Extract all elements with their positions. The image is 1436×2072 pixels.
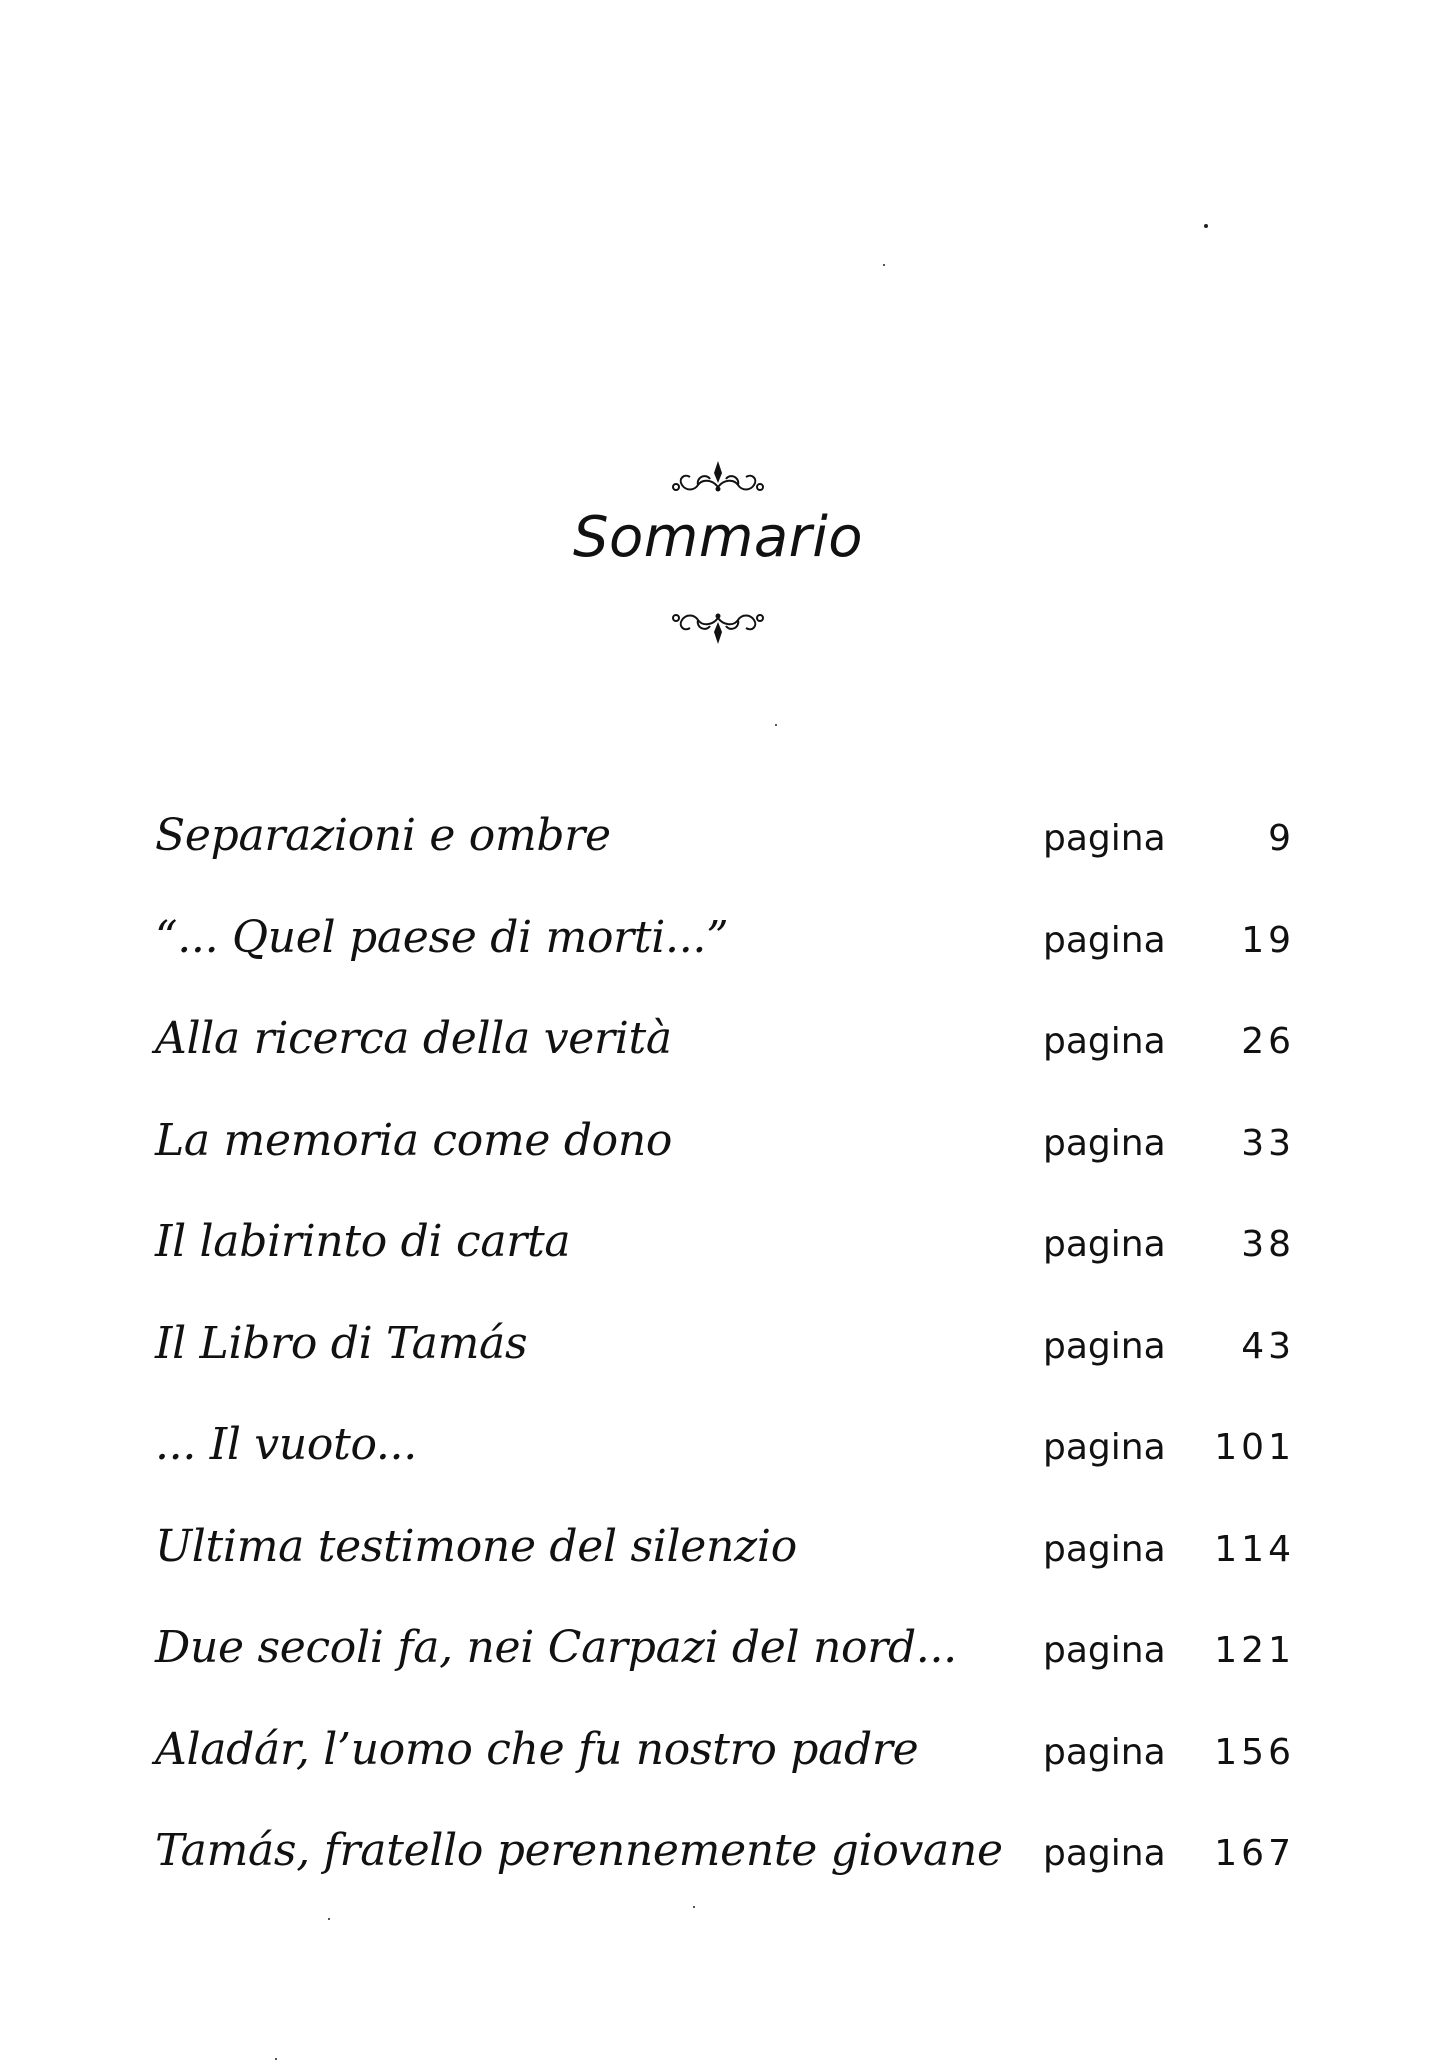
toc-page-number: 9 — [1268, 818, 1295, 859]
toc-page-number: 114 — [1214, 1528, 1295, 1570]
toc-page-label: pagina — [1043, 1224, 1166, 1265]
toc-entry-title: Il Libro di Tamás — [155, 1317, 528, 1369]
toc-page-label: pagina — [1043, 1427, 1166, 1468]
toc-page-label: pagina — [1043, 1325, 1166, 1367]
toc-entry-title: La memoria come dono — [155, 1114, 673, 1166]
toc-entry — [155, 1825, 1295, 1927]
toc-entry-title: ... Il vuoto... — [155, 1419, 417, 1470]
toc-entry — [155, 1521, 1295, 1623]
toc-page-label: pagina — [1043, 1833, 1166, 1874]
toc-page-label: pagina — [1043, 1122, 1166, 1164]
toc-page-number: 167 — [1214, 1833, 1295, 1874]
ink-speck — [883, 264, 885, 266]
toc-entry — [155, 1115, 1295, 1217]
bottom-flourish-ornament — [668, 608, 768, 648]
toc-entry-title: Tamás, fratello perennemente giovane — [155, 1825, 1003, 1876]
ink-speck — [275, 2058, 277, 2060]
toc-entry-title: Il labirinto di carta — [155, 1216, 571, 1267]
toc-page-number: 38 — [1241, 1224, 1295, 1265]
toc-entry — [155, 1318, 1295, 1420]
toc-entry — [155, 1419, 1295, 1521]
toc-entry — [155, 1622, 1295, 1724]
toc-entry — [155, 1013, 1295, 1115]
toc-page-number: 43 — [1241, 1325, 1295, 1367]
toc-entry — [155, 810, 1295, 912]
table-of-contents — [155, 810, 1295, 1927]
toc-entry-title: Separazioni e ombre — [155, 810, 611, 861]
toc-entry-title: Aladár, l’uomo che fu nostro padre — [155, 1723, 919, 1775]
toc-page-number: 101 — [1214, 1427, 1295, 1468]
toc-entry-title: Ultima testimone del silenzio — [155, 1520, 797, 1572]
toc-entry-title: “... Quel paese di morti...” — [155, 911, 729, 963]
toc-page-number: 26 — [1241, 1021, 1295, 1062]
toc-entry — [155, 1216, 1295, 1318]
toc-page-label: pagina — [1043, 818, 1166, 859]
ink-speck — [775, 724, 777, 726]
toc-entry-title: Due secoli fa, nei Carpazi del nord... — [155, 1622, 957, 1673]
toc-page-label: pagina — [1043, 1528, 1166, 1570]
toc-page-number: 33 — [1241, 1122, 1295, 1164]
page-title: Sommario — [572, 505, 864, 570]
toc-page-label: pagina — [1043, 919, 1166, 961]
toc-entry-title: Alla ricerca della verità — [155, 1013, 672, 1064]
toc-page-label: pagina — [1043, 1731, 1166, 1773]
toc-page-label: pagina — [1043, 1630, 1166, 1671]
toc-page-label: pagina — [1043, 1021, 1166, 1062]
toc-page-number: 19 — [1241, 919, 1295, 961]
toc-entry — [155, 912, 1295, 1014]
top-flourish-ornament — [668, 457, 768, 497]
toc-page-number: 156 — [1214, 1731, 1295, 1773]
ink-speck — [1204, 224, 1208, 228]
toc-entry — [155, 1724, 1295, 1826]
toc-page-number: 121 — [1214, 1630, 1295, 1671]
